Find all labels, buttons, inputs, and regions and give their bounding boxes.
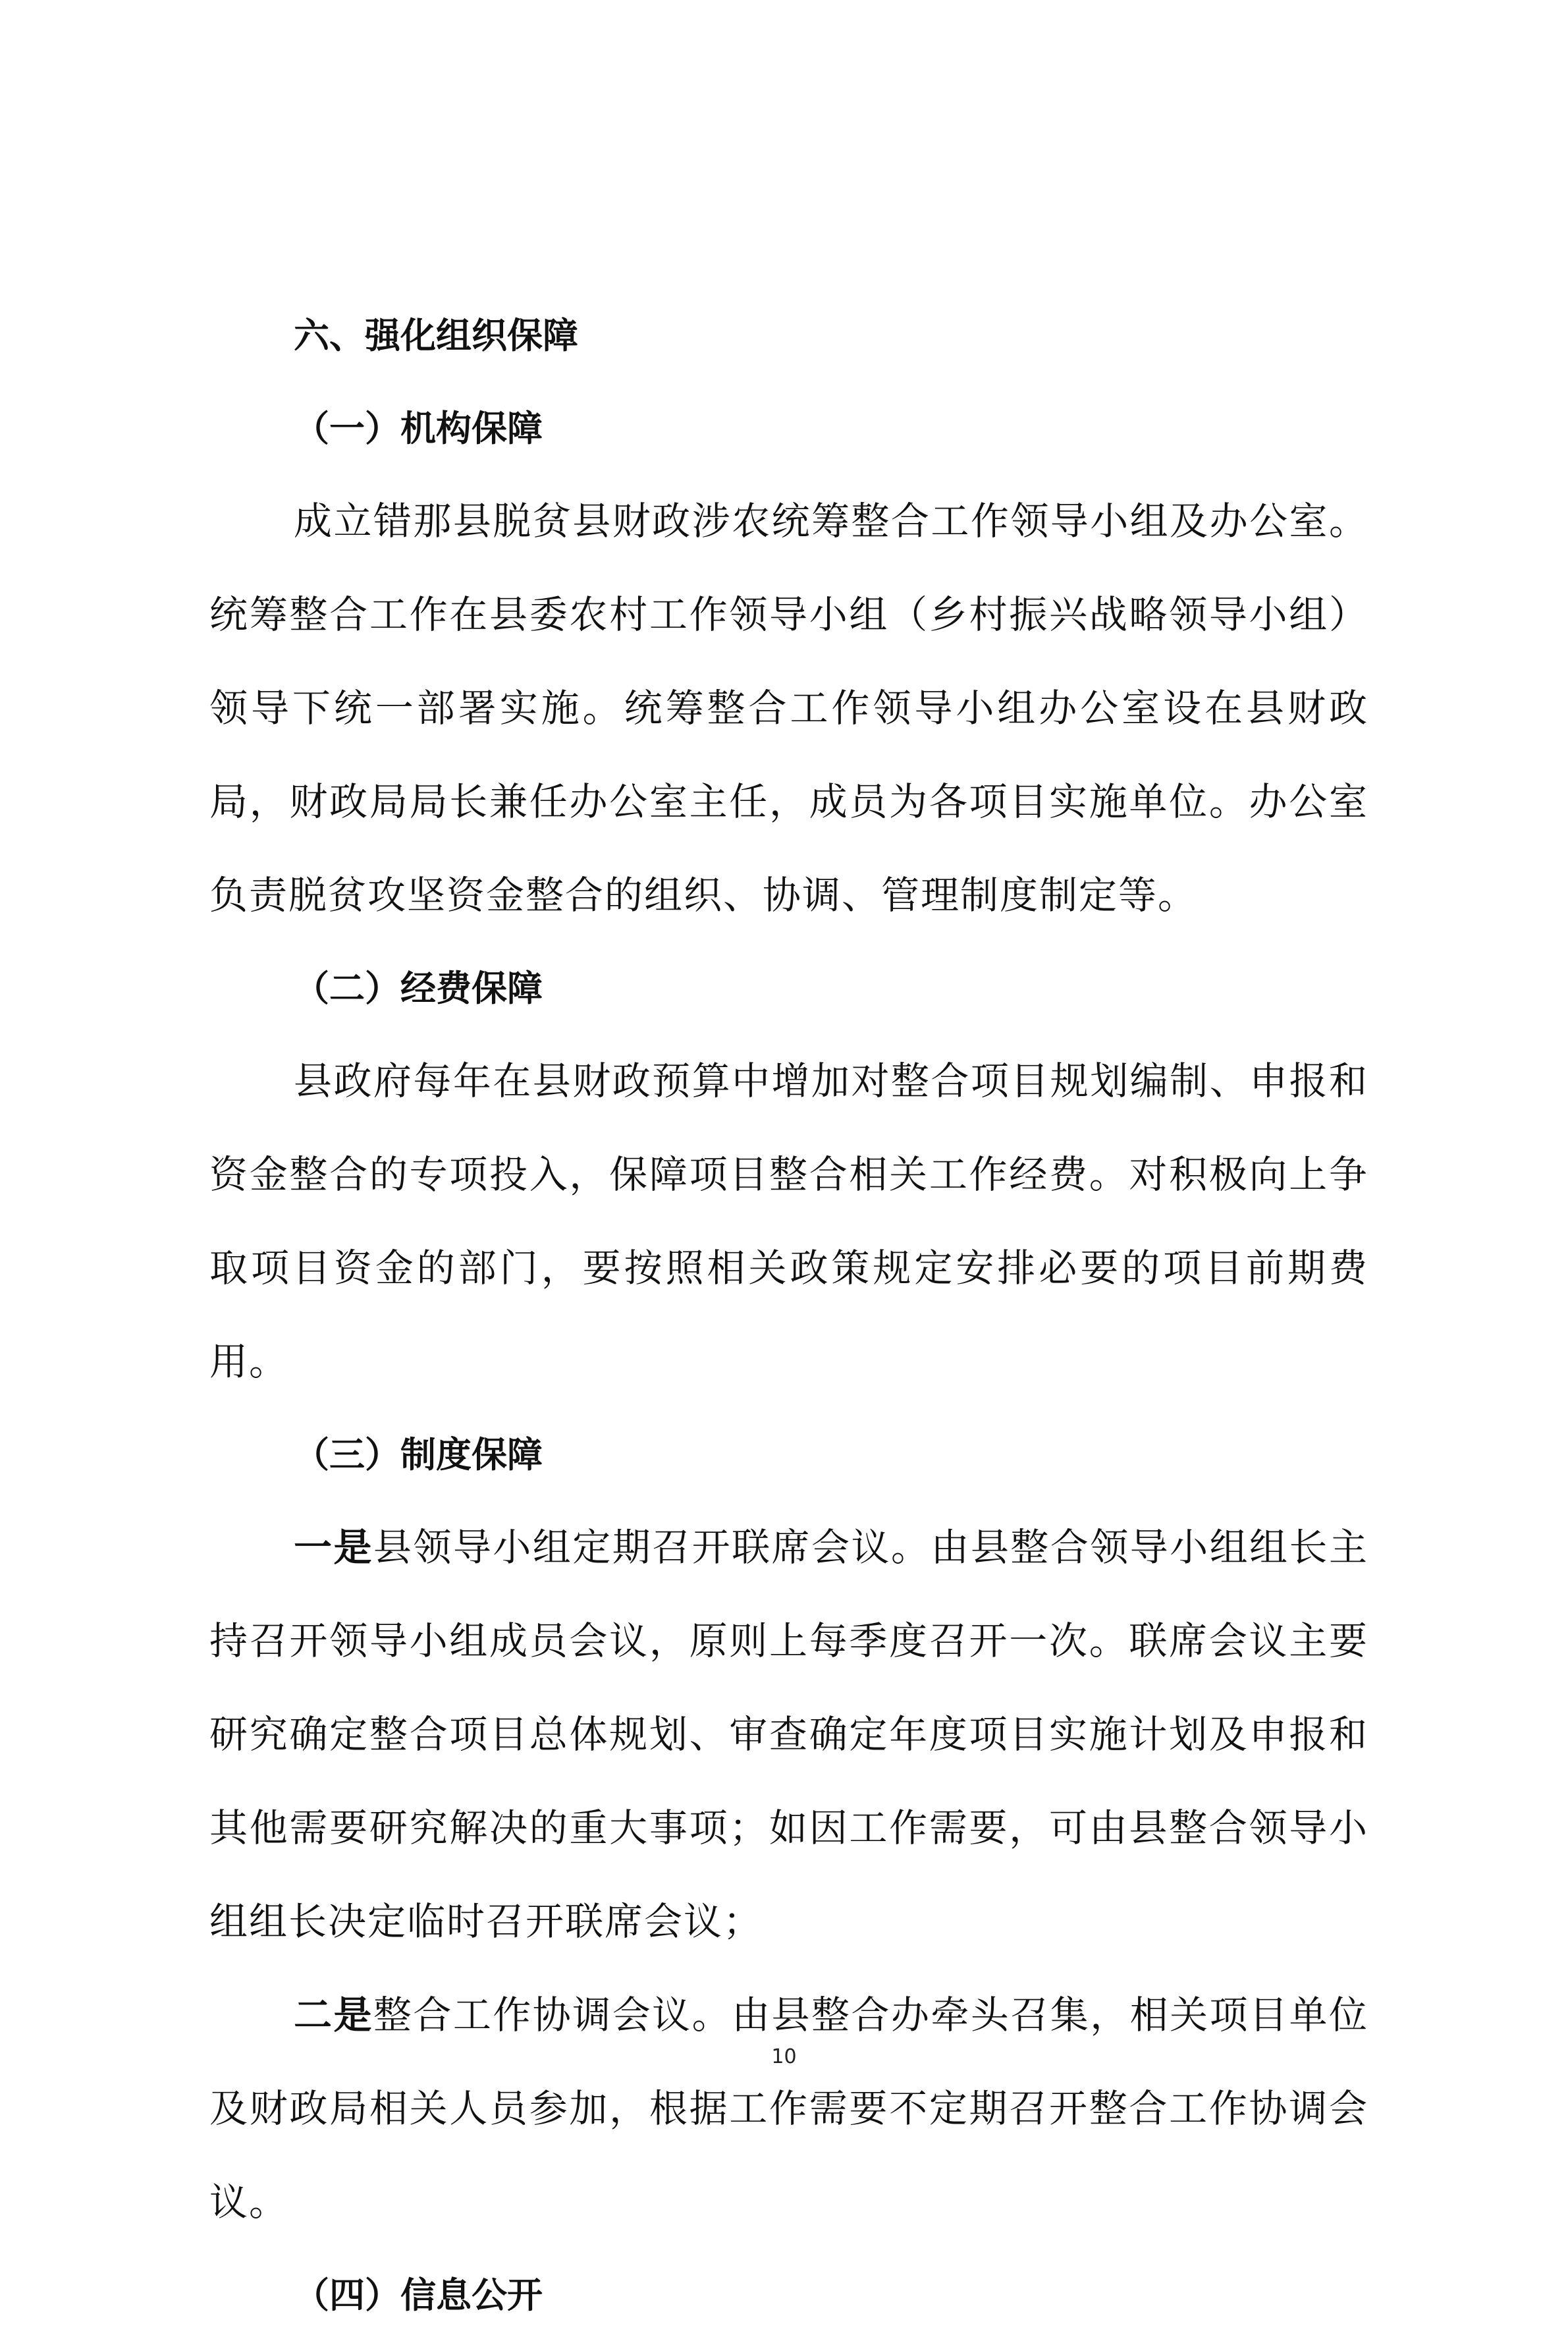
subsection-title-organization: （一）机构保障	[294, 407, 543, 449]
paragraph-joint-meeting-text: 县领导小组定期召开联席会议。由县整合领导小组组长主持召开领导小组成员会议，原则上每季度召开一次。联席会议主要研究确定整合项目总体规划、审查确定年度项目实施计划及申报和其他需要研究解决的重大事项；如因工作需要，可由县整合领导小组组长决定临时召开联席会议；	[209, 1525, 1368, 1944]
section-title: 六、强化组织保障	[294, 315, 578, 356]
paragraph-funding: 县政府每年在县财政预算中增加对整合项目规划编制、申报和资金整合的专项投入，保障项目整合相关工作经费。对积极向上争取项目资金的部门，要按照相关政策规定安排必要的项目前期费用。	[209, 1059, 1368, 1384]
subsection-title-institution: （三）制度保障	[294, 1433, 543, 1475]
subsection-title-disclosure: （四）信息公开	[294, 2274, 543, 2316]
paragraph-organization: 成立错那县脱贫县财政涉农统筹整合工作领导小组及办公室。统筹整合工作在县委农村工作领导小组（乡村振兴战略领导小组）领导下统一部署实施。统筹整合工作领导小组办公室设在县财政局，财政局局长兼任办公室主任，成员为各项目实施单位。办公室负责脱贫攻坚资金整合的组织、协调、管理制度制定等。	[209, 499, 1368, 918]
subsection-title-funding: （二）经费保障	[294, 967, 543, 1009]
page-number: 10	[771, 2045, 797, 2068]
paragraph-coordination-meeting-text: 整合工作协调会议。由县整合办牵头召集，相关项目单位及财政局相关人员参加，根据工作需要不定期召开整合工作协调会议。	[209, 1993, 1368, 2224]
paragraph-coordination-meeting	[209, 1968, 1368, 2249]
paragraph-lead-first: 一是	[294, 1525, 373, 1570]
paragraph-joint-meeting	[209, 1501, 1368, 1968]
paragraph-lead-second: 二是	[294, 1993, 373, 2037]
document-body	[209, 290, 1368, 2341]
